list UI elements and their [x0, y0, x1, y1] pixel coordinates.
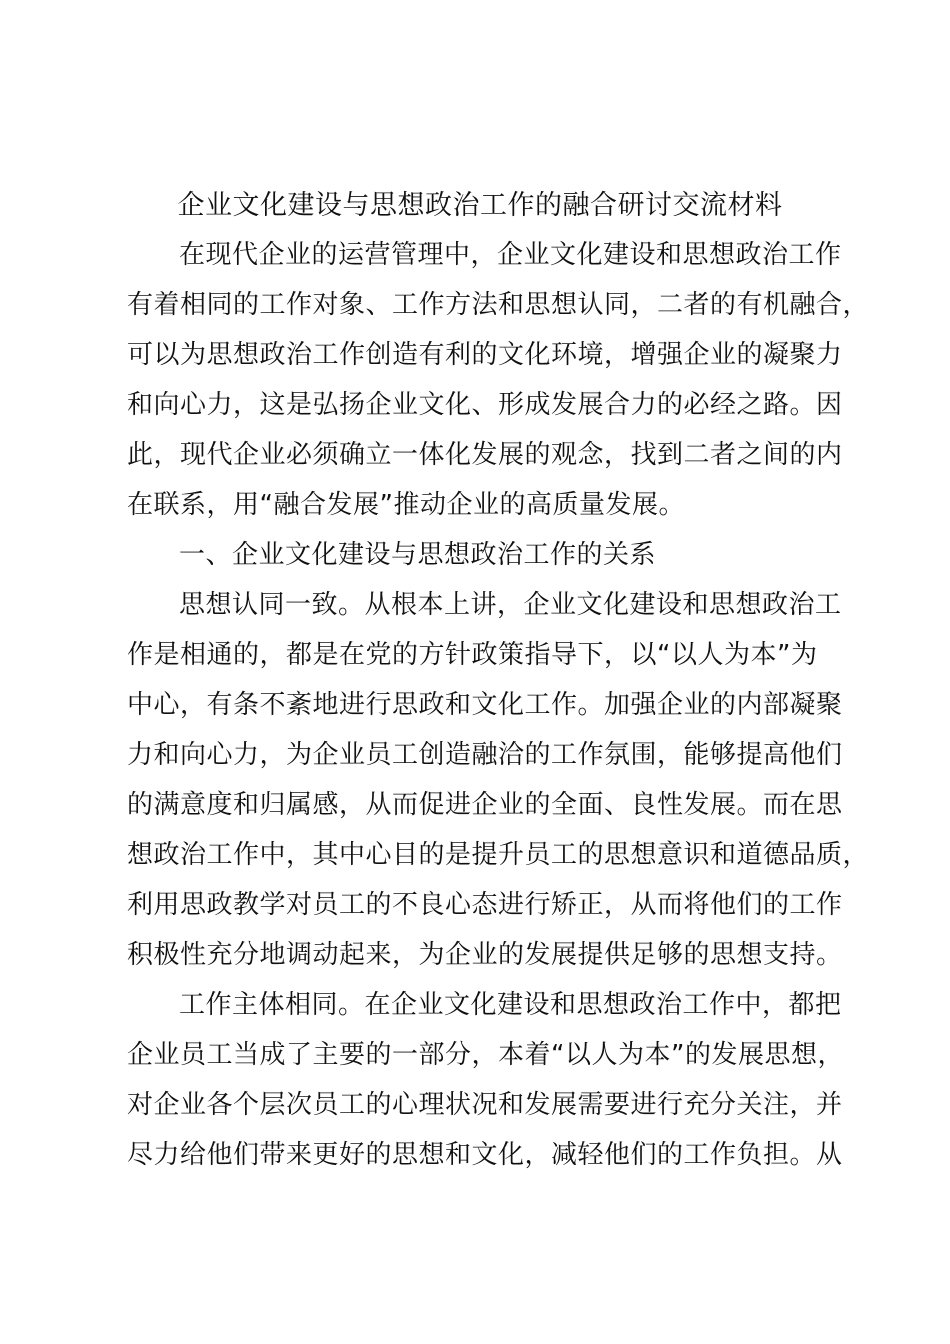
body-line-13: 利用思政教学对员工的不良心态进行矫正，从而将他们的工作: [127, 890, 843, 920]
body-line-7: 思想认同一致。从根本上讲，企业文化建设和思想政治工: [179, 590, 842, 620]
body-line-12: 想政治工作中，其中心目的是提升员工的思想意识和道德品质，: [127, 840, 870, 870]
body-line-15: 工作主体相同。在企业文化建设和思想政治工作中，都把: [179, 990, 842, 1020]
body-line-8: 作是相通的，都是在党的方针政策指导下，以“以人为本”为: [127, 640, 818, 670]
body-line-4: 和向心力，这是弘扬企业文化、形成发展合力的必经之路。因: [127, 390, 843, 420]
document-title: 企业文化建设与思想政治工作的融合研讨交流材料: [177, 190, 783, 221]
body-line-1: 在现代企业的运营管理中，企业文化建设和思想政治工作: [179, 240, 842, 270]
section-heading: 一、企业文化建设与思想政治工作的关系: [179, 540, 657, 570]
body-line-3: 可以为思想政治工作创造有利的文化环境，增强企业的凝聚力: [127, 340, 843, 370]
body-line-17: 对企业各个层次员工的心理状况和发展需要进行充分关注，并: [127, 1090, 843, 1120]
body-line-5: 此，现代企业必须确立一体化发展的观念，找到二者之间的内: [127, 440, 843, 470]
body-line-6: 在联系，用“融合发展”推动企业的高质量发展。: [127, 490, 685, 520]
body-line-16: 企业员工当成了主要的一部分，本着“以人为本”的发展思想，: [127, 1040, 844, 1070]
body-line-9: 中心，有条不紊地进行思政和文化工作。加强企业的内部凝聚: [127, 690, 843, 720]
body-line-2: 有着相同的工作对象、工作方法和思想认同，二者的有机融合，: [127, 290, 870, 320]
body-line-10: 力和向心力，为企业员工创造融洽的工作氛围，能够提高他们: [127, 740, 843, 770]
body-line-14: 积极性充分地调动起来，为企业的发展提供足够的思想支持。: [127, 940, 843, 970]
body-line-18: 尽力给他们带来更好的思想和文化，减轻他们的工作负担。从: [127, 1140, 843, 1170]
body-line-11: 的满意度和归属感，从而促进企业的全面、良性发展。而在思: [127, 790, 843, 820]
